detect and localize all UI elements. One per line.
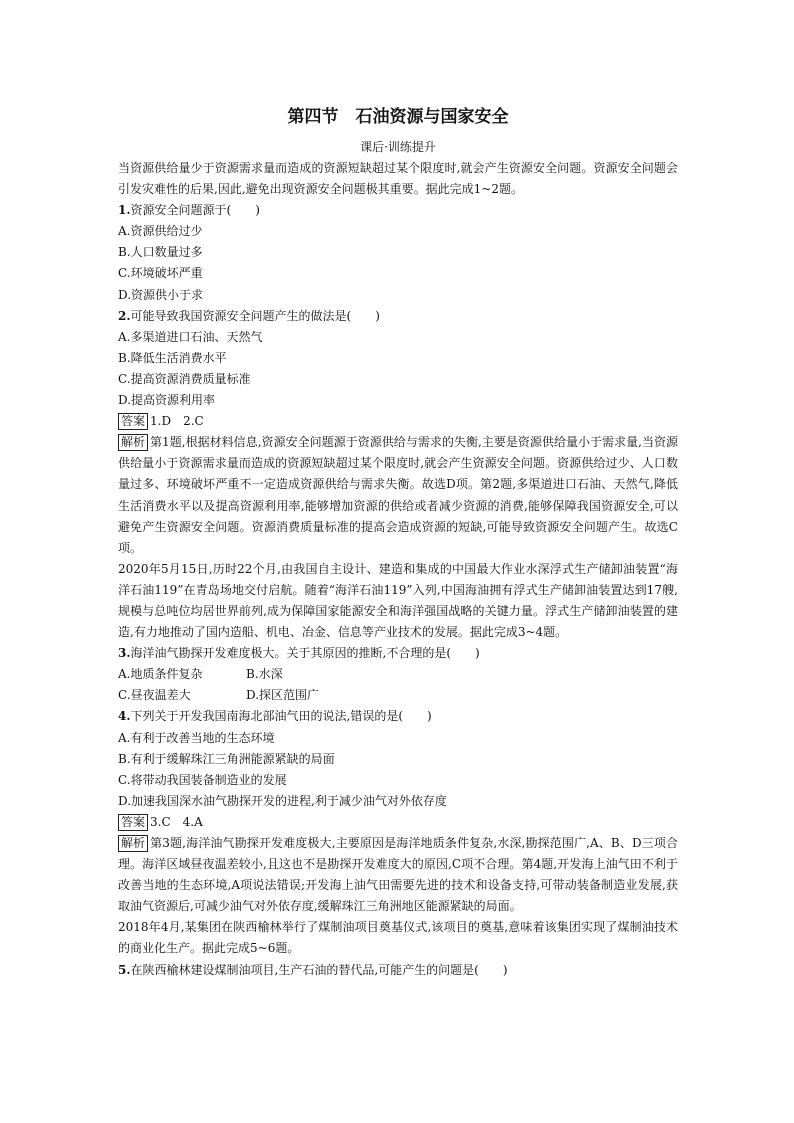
question-2: 2.可能导致我国资源安全问题产生的做法是( ): [118, 308, 380, 323]
analysis-tag: 解析: [118, 434, 148, 451]
answer-tag: 答案: [118, 413, 148, 430]
analysis-tag: 解析: [118, 835, 148, 852]
answer-3-4: 答案 3.C 4.A: [118, 812, 678, 833]
document-page: [118, 104, 678, 981]
intro-paragraph-3: 2018年4月,某集团在陕西榆林举行了煤制油项目奠基仪式,该项目的奠基,意味着该集团实现了煤制油技术的商业化生产。据此完成5~6题。: [118, 920, 678, 956]
q1-option-d: D.资源供小于求: [118, 287, 204, 302]
intro-paragraph-2: 2020年5月15日,历时22个月,由我国自主设计、建造和集成的中国最大作业水深浮式生产储卸油装置“海洋石油119”在青岛场地交付启航。随着“海洋石油119”入列,中国海油拥有浮式生产储卸油装置达到17艘,规模与总吨位均居世界前列,成为保障国家能源安全和海洋强国战略的关键力量。浮式生产储卸油装置的建造,有力地推动了国内造船、机电、冶金、信息等产业技术的发展。据此完成3~4题。: [118, 561, 678, 640]
q1-option-a: A.资源供给过少: [118, 224, 203, 239]
q4-option-d: D.加速我国深水油气勘探开发的进程,利于减少油气对外依存度: [118, 793, 447, 808]
q1-option-b: B.人口数量过多: [118, 245, 203, 260]
question-3: 3.海洋油气勘探开发难度极大。关于其原因的推断,不合理的是( ): [118, 646, 480, 661]
analysis-1-2: 解析 第1题,根据材料信息,资源安全问题源于资源供给与需求的失衡,主要是资源供给量小于需求量,当资源供给量小于资源需求量而造成的资源短缺超过某个限度时,就会产生资源安全问题。资源供给过少、人口数量过多、环境破坏严重不一定造成资源供给与需求失衡。故选D项。第2题,多渠道进口石油、天然气,降低生活消费水平以及提高资源利用率,能够增加资源的供给或者减少资源的消费,能够保障我国资源安全,可以避免产生资源安全问题。资源消费质量标准的提高会造成资源的短缺,可能导致资源安全问题产生。故选C项。: [118, 435, 678, 555]
q3-options-row-1: [118, 664, 678, 685]
question-5: 5.在陕西榆林建设煤制油项目,生产石油的替代品,可能产生的问题是( ): [118, 962, 508, 977]
q3-option-b: B.水深: [246, 667, 283, 682]
question-4: 4.下列关于开发我国南海北部油气田的说法,错误的是( ): [118, 709, 432, 724]
intro-paragraph-1: 当资源供给量少于资源需求量而造成的资源短缺超过某个限度时,就会产生资源安全问题。资源安全问题会引发灾难性的后果,因此,避免出现资源安全问题极其重要。据此完成1~2题。: [118, 161, 678, 197]
q2-option-c: C.提高资源消费质量标准: [118, 371, 251, 386]
question-1: 1.资源安全问题源于( ): [118, 203, 260, 218]
q3-option-a: A.地质条件复杂: [118, 667, 203, 682]
q3-option-c: C.昼夜温差大: [118, 688, 191, 703]
q2-option-b: B.降低生活消费水平: [118, 350, 227, 365]
q4-option-c: C.将带动我国装备制造业的发展: [118, 772, 287, 787]
page-title: 第四节 石油资源与国家安全: [287, 107, 509, 127]
q1-option-c: C.环境破坏严重: [118, 266, 203, 281]
q4-option-a: A.有利于改善当地的生态环境: [118, 730, 275, 745]
page-subtitle: 课后·训练提升: [360, 140, 436, 154]
q2-option-a: A.多渠道进口石油、天然气: [118, 329, 263, 344]
answer-tag: 答案: [118, 814, 148, 831]
analysis-3-4: 解析 第3题,海洋油气勘探开发难度极大,主要原因是海洋地质条件复杂,水深,勘探范围广,A、B、D三项合理。海洋区域昼夜温差较小,且这也不是勘探开发难度大的原因,C项不合理。第4题,开发海上油气田不利于改善当地的生态环境,A项说法错误;开发海上油气田需要先进的技术和设备支持,可带动装备制造业发展,获取油气资源后,可减少油气对外依存度,缓解珠江三角洲地区能源紧缺的局面。: [118, 836, 678, 914]
q2-option-d: D.提高资源利用率: [118, 393, 216, 408]
answer-1-2: 答案 1.D 2.C: [118, 411, 678, 432]
q3-option-d: D.探区范围广: [246, 688, 320, 703]
q4-option-b: B.有利于缓解珠江三角洲能源紧缺的局面: [118, 751, 335, 766]
q3-options-row-2: [118, 685, 678, 706]
